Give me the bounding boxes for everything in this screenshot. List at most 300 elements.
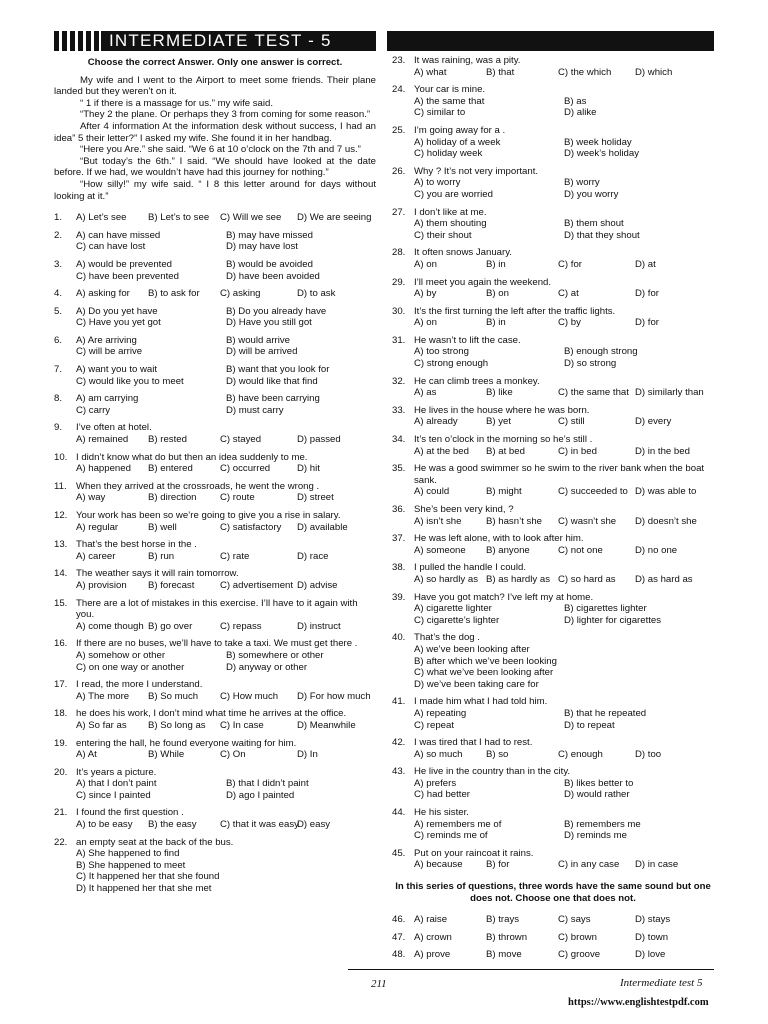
- question-stem: He was left alone, with to look after him.: [414, 533, 584, 545]
- answer-option[interactable]: C) asking: [220, 288, 261, 300]
- answer-option[interactable]: A) The more: [76, 690, 130, 702]
- answer-option[interactable]: A) want you to wait: [76, 364, 158, 376]
- question-stem: There are a lot of mistakes in this exercise. I’ll have to it again with you.: [76, 597, 358, 621]
- answer-option[interactable]: A) to be easy: [76, 819, 133, 831]
- question-number: 7.: [54, 364, 63, 376]
- answer-option[interactable]: C) brown: [558, 931, 597, 943]
- answer-option[interactable]: D) would rather: [564, 789, 630, 801]
- answer-option[interactable]: B) go over: [148, 620, 193, 632]
- answer-option[interactable]: D) ago I painted: [226, 789, 295, 801]
- answer-option[interactable]: D) passed: [297, 434, 341, 446]
- answer-option[interactable]: C) rate: [220, 550, 250, 562]
- answer-option[interactable]: C) groove: [558, 949, 601, 961]
- answer-option[interactable]: D) doesn’t she: [635, 515, 697, 527]
- answer-option[interactable]: A) so much: [414, 748, 463, 760]
- answer-option[interactable]: D) to repeat: [564, 719, 615, 731]
- answer-option[interactable]: B) at bed: [486, 445, 525, 457]
- question-item: [392, 632, 714, 690]
- answer-option[interactable]: B) thrown: [486, 931, 528, 943]
- answer-option[interactable]: C) Have you yet got: [76, 317, 161, 329]
- answer-option[interactable]: C) On: [220, 749, 246, 761]
- answer-option[interactable]: D) in the bed: [635, 445, 690, 457]
- question-stem: I found the first question .: [76, 807, 184, 819]
- question-stem: He wasn’t to lift the case.: [414, 334, 521, 346]
- answer-option[interactable]: A) She happened to find: [76, 848, 180, 860]
- answer-option[interactable]: C) what we’ve been looking after: [414, 667, 554, 679]
- question-item: [392, 562, 714, 585]
- answer-option[interactable]: C) holiday week: [414, 148, 483, 160]
- question-stem: I was tired that I had to rest.: [414, 737, 533, 749]
- question-item: [54, 481, 376, 504]
- answer-option[interactable]: D) so strong: [564, 358, 617, 370]
- answer-option[interactable]: B) yet: [486, 416, 512, 428]
- answer-option[interactable]: C) stayed: [220, 434, 262, 446]
- answer-option[interactable]: C) How much: [220, 690, 279, 702]
- answer-option[interactable]: D) too: [635, 748, 662, 760]
- answer-option[interactable]: D) advise: [297, 579, 338, 591]
- answer-option[interactable]: A) am carrying: [76, 393, 139, 405]
- answer-options: [76, 364, 376, 387]
- answer-option[interactable]: D) anyway or other: [226, 661, 308, 673]
- answer-option[interactable]: B) on: [486, 288, 509, 300]
- answer-option[interactable]: B) So much: [148, 690, 199, 702]
- answer-option[interactable]: D) have been avoided: [226, 270, 320, 282]
- answer-options: [76, 691, 376, 703]
- answer-options: [414, 949, 714, 961]
- answer-options: [414, 574, 714, 586]
- answer-option[interactable]: B) as hardly as: [486, 573, 550, 585]
- answer-option[interactable]: C) reminds me of: [414, 830, 488, 842]
- answer-option[interactable]: D) would like that find: [226, 375, 318, 387]
- answer-option[interactable]: C) at: [558, 288, 579, 300]
- question-stem: an empty seat at the back of the bus.: [76, 836, 234, 848]
- question-item: [392, 696, 714, 731]
- question-number: 45.: [392, 847, 406, 859]
- answer-option[interactable]: A) because: [414, 859, 463, 871]
- answer-option[interactable]: B) the easy: [148, 819, 197, 831]
- question-number: 26.: [392, 165, 406, 177]
- answer-option[interactable]: A) At: [76, 749, 97, 761]
- answer-option[interactable]: C) not one: [558, 544, 603, 556]
- question-item: [392, 277, 714, 300]
- answer-option[interactable]: B) rested: [148, 434, 187, 446]
- answer-option[interactable]: D) stays: [635, 914, 671, 926]
- answer-option[interactable]: A) can have missed: [76, 229, 161, 241]
- answer-option[interactable]: A) asking for: [76, 288, 130, 300]
- answer-option[interactable]: A) raise: [414, 914, 448, 926]
- answer-option[interactable]: A) on: [414, 317, 437, 329]
- answer-option[interactable]: B) entered: [148, 463, 193, 475]
- answer-option[interactable]: B) trays: [486, 914, 520, 926]
- answer-option[interactable]: D) easy: [297, 819, 331, 831]
- answer-option[interactable]: D) for: [635, 288, 659, 300]
- answer-option[interactable]: B) would be avoided: [226, 258, 313, 270]
- question-item: [392, 807, 714, 842]
- answer-options: [76, 848, 376, 894]
- answer-options: [414, 288, 714, 300]
- question-stem: It’s years a picture.: [76, 766, 157, 778]
- answer-option[interactable]: C) had better: [414, 789, 470, 801]
- answer-option[interactable]: D) town: [635, 931, 669, 943]
- answer-option[interactable]: D) we’ve been taking care for: [414, 678, 539, 690]
- question-item: [392, 533, 714, 556]
- answer-option[interactable]: D) alike: [564, 107, 597, 119]
- answer-option[interactable]: A) somehow or other: [76, 649, 166, 661]
- question-number: 2.: [54, 229, 63, 241]
- answer-option[interactable]: C) will be arrive: [76, 346, 143, 358]
- answer-options: [76, 580, 376, 592]
- question-number: 38.: [392, 562, 406, 574]
- answer-option[interactable]: B) week holiday: [564, 136, 632, 148]
- answer-option[interactable]: B) She happened to meet: [76, 859, 186, 871]
- answer-option[interactable]: A) isn’t she: [414, 515, 462, 527]
- answer-option[interactable]: B) to ask for: [148, 288, 200, 300]
- answer-option[interactable]: C) you are worried: [414, 188, 493, 200]
- answer-options: [414, 516, 714, 528]
- answer-option[interactable]: B) direction: [148, 492, 197, 504]
- question-item: [54, 230, 376, 253]
- answer-option[interactable]: D) In: [297, 749, 318, 761]
- answer-option[interactable]: D) was able to: [635, 486, 697, 498]
- answer-option[interactable]: D) We are seeing: [297, 212, 372, 224]
- answer-option[interactable]: A) already: [414, 416, 458, 428]
- answer-option[interactable]: B) somewhere or other: [226, 649, 324, 661]
- answer-options: [414, 67, 714, 79]
- answer-option[interactable]: B) want that you look for: [226, 364, 330, 376]
- question-item: [392, 125, 714, 160]
- answer-option[interactable]: A) come though: [76, 620, 144, 632]
- answer-option[interactable]: B) While: [148, 749, 185, 761]
- answer-option[interactable]: A) cigarette lighter: [414, 603, 492, 615]
- answer-options: [76, 288, 376, 300]
- answer-option[interactable]: A) the same that: [414, 95, 485, 107]
- question-number: 15.: [54, 597, 68, 609]
- answer-option[interactable]: B) have been carrying: [226, 393, 320, 405]
- answer-option[interactable]: B) run: [148, 550, 175, 562]
- answer-option[interactable]: A) Let’s see: [76, 212, 127, 224]
- passage-paragraph: My wife and I went to the Airport to meet some friends. Their plane landed but they weren’t on it.: [54, 74, 376, 98]
- answer-option[interactable]: C) would like you to meet: [76, 375, 184, 387]
- answer-options: [414, 932, 714, 944]
- answer-option[interactable]: A) career: [76, 550, 116, 562]
- footer-rule-right: [392, 969, 714, 970]
- instruction: Choose the correct Answer. Only one answer is correct.: [87, 57, 343, 68]
- answer-options: [414, 603, 714, 626]
- question-number: 16.: [54, 638, 68, 650]
- answer-option[interactable]: A) at the bed: [414, 445, 469, 457]
- answer-option[interactable]: C) repeat: [414, 719, 454, 731]
- answer-option[interactable]: A) so hardly as: [414, 573, 478, 585]
- answer-option[interactable]: C) the same that: [558, 387, 629, 399]
- answer-option[interactable]: D) as hard as: [635, 573, 693, 585]
- answer-option[interactable]: C) their shout: [414, 229, 472, 241]
- answer-option[interactable]: C) so hard as: [558, 573, 616, 585]
- answer-options: [414, 778, 714, 801]
- answer-option[interactable]: C) enough: [558, 748, 603, 760]
- answer-option[interactable]: A) holiday of a week: [414, 136, 501, 148]
- answer-option[interactable]: D) to ask: [297, 288, 336, 300]
- answer-option[interactable]: B) as: [564, 95, 587, 107]
- answer-option[interactable]: D) reminds me: [564, 830, 627, 842]
- answer-option[interactable]: A) on: [414, 258, 437, 270]
- answer-option[interactable]: C) since I painted: [76, 789, 151, 801]
- question-number: 36.: [392, 504, 406, 515]
- answer-option[interactable]: D) which: [635, 66, 673, 78]
- answer-option[interactable]: A) by: [414, 288, 437, 300]
- answer-option[interactable]: A) Are arriving: [76, 334, 137, 346]
- answer-option[interactable]: A) that I don’t paint: [76, 778, 157, 790]
- question-stem: It often snows January.: [414, 247, 512, 259]
- question-number: 47.: [392, 931, 406, 943]
- answer-option[interactable]: A) repeating: [414, 707, 467, 719]
- answer-options: [414, 387, 714, 399]
- right-column: [392, 55, 714, 967]
- footer-url: https://www.englishtestpdf.com: [568, 997, 709, 1008]
- question-item: [392, 405, 714, 428]
- answer-option[interactable]: C) in bed: [558, 445, 597, 457]
- answer-option[interactable]: B) Let’s to see: [148, 212, 210, 224]
- answer-option[interactable]: C) wasn’t she: [558, 515, 617, 527]
- question-number: 37.: [392, 533, 406, 545]
- answer-options: [414, 346, 714, 369]
- answer-option[interactable]: C) satisfactory: [220, 521, 282, 533]
- answer-option[interactable]: D) no one: [635, 544, 678, 556]
- answer-option[interactable]: B) may have missed: [226, 229, 313, 241]
- answer-option[interactable]: B) forecast: [148, 579, 195, 591]
- question-item: [392, 55, 714, 78]
- answer-option[interactable]: A) would be prevented: [76, 258, 172, 270]
- question-stem: I’ll meet you again the weekend.: [414, 276, 552, 288]
- answer-option[interactable]: D) in case: [635, 859, 679, 871]
- answer-option[interactable]: A) way: [76, 492, 106, 504]
- passage-paragraph: “How silly!” my wife said. “ I 8 this letter around for days without looking at it.”: [54, 178, 376, 202]
- question-number: 12.: [54, 510, 68, 521]
- answer-options: [76, 259, 376, 282]
- answer-option[interactable]: D) for: [635, 317, 659, 329]
- question-item: [392, 504, 714, 527]
- question-item: [392, 932, 714, 944]
- question-stem: He his sister.: [414, 807, 469, 819]
- answer-option[interactable]: C) It happened her that she found: [76, 871, 220, 883]
- answer-option[interactable]: D) must carry: [226, 404, 284, 416]
- answer-option[interactable]: D) For how much: [297, 690, 371, 702]
- answer-option[interactable]: A) we’ve been looking after: [414, 643, 530, 655]
- question-number: 3.: [54, 258, 63, 270]
- answer-option[interactable]: C) succeeded to: [558, 486, 628, 498]
- answer-option[interactable]: C) repass: [220, 620, 262, 632]
- answer-option[interactable]: A) them shouting: [414, 218, 487, 230]
- question-number: 19.: [54, 737, 68, 749]
- answer-option[interactable]: A) prove: [414, 949, 451, 961]
- answer-option[interactable]: D) available: [297, 521, 348, 533]
- header-bar-right: [387, 31, 714, 51]
- answer-options: [76, 778, 376, 801]
- answer-option[interactable]: B) that he repeated: [564, 707, 647, 719]
- answer-option[interactable]: C) says: [558, 914, 591, 926]
- answer-option[interactable]: C) cigarette’s lighter: [414, 614, 500, 626]
- answer-options: [76, 393, 376, 416]
- answer-option[interactable]: B) cigarettes lighter: [564, 603, 647, 615]
- answer-option[interactable]: A) could: [414, 486, 450, 498]
- question-number: 41.: [392, 696, 406, 708]
- answer-option[interactable]: B) well: [148, 521, 177, 533]
- answer-option[interactable]: B) move: [486, 949, 522, 961]
- answer-option[interactable]: C) can have lost: [76, 241, 146, 253]
- answer-options: [76, 212, 376, 224]
- question-number: 18.: [54, 708, 68, 720]
- question-item: [54, 568, 376, 591]
- answer-option[interactable]: B) anyone: [486, 544, 530, 556]
- answer-option[interactable]: B) remembers me: [564, 818, 641, 830]
- answer-option[interactable]: B) after which we’ve been looking: [414, 655, 557, 667]
- answer-option[interactable]: B) in: [486, 317, 506, 329]
- answer-option[interactable]: B) for: [486, 859, 510, 871]
- answer-options: [414, 545, 714, 557]
- question-number: 11.: [54, 480, 67, 492]
- answer-option[interactable]: D) street: [297, 492, 334, 504]
- answer-option[interactable]: C) advertisement: [220, 579, 294, 591]
- answer-option[interactable]: A) provision: [76, 579, 127, 591]
- question-item: [54, 422, 376, 445]
- answer-option[interactable]: A) remembers me of: [414, 818, 502, 830]
- answer-options: [76, 492, 376, 504]
- question-number: 40.: [392, 632, 406, 644]
- question-item: [392, 84, 714, 119]
- answer-option[interactable]: B) might: [486, 486, 522, 498]
- answer-option[interactable]: D) hit: [297, 463, 320, 475]
- left-column: [54, 55, 376, 901]
- answer-options: [76, 434, 376, 446]
- question-number: 29.: [392, 276, 406, 288]
- answer-option[interactable]: C) on one way or another: [76, 661, 185, 673]
- question-item: [392, 306, 714, 329]
- answer-option[interactable]: C) for: [558, 258, 582, 270]
- question-number: 44.: [392, 807, 406, 819]
- answer-option[interactable]: C) by: [558, 317, 581, 329]
- answer-option[interactable]: C) route: [220, 492, 255, 504]
- answer-option[interactable]: D) that they shout: [564, 229, 640, 241]
- question-stem: I don’t like at me.: [414, 206, 487, 218]
- answer-option[interactable]: B) so: [486, 748, 509, 760]
- question-stem: Why ? It’s not very important.: [414, 165, 539, 177]
- answer-option[interactable]: C) occurred: [220, 463, 271, 475]
- question-stem: Your work has been so we’re going to give you a rise in salary.: [76, 510, 341, 521]
- answer-option[interactable]: D) every: [635, 416, 672, 428]
- answer-option[interactable]: B) So long as: [148, 719, 206, 731]
- answer-option[interactable]: D) will be arrived: [226, 346, 298, 358]
- answer-option[interactable]: B) them shout: [564, 218, 624, 230]
- question-number: 43.: [392, 766, 406, 778]
- answer-option[interactable]: B) likes better to: [564, 777, 634, 789]
- passage-paragraph: “But today’s the 6th.” I said. “We should have looked at the date before. If we had, we wouldn’t have had this journey for nothing.”: [54, 155, 376, 179]
- answer-option[interactable]: C) in any case: [558, 859, 620, 871]
- answer-option[interactable]: B) hasn’t she: [486, 515, 542, 527]
- answer-option[interactable]: C) carry: [76, 404, 111, 416]
- answer-option[interactable]: A) Do you yet have: [76, 305, 158, 317]
- answer-option[interactable]: A) remained: [76, 434, 129, 446]
- answer-option[interactable]: D) similarly than: [635, 387, 704, 399]
- answer-options: [414, 486, 714, 498]
- question-list-right: [392, 55, 714, 871]
- answer-option[interactable]: D) race: [297, 550, 329, 562]
- question-item: [54, 807, 376, 830]
- answer-option[interactable]: D) Have you still got: [226, 317, 312, 329]
- answer-option[interactable]: D) may have lost: [226, 241, 298, 253]
- question-number: 39.: [392, 591, 406, 603]
- question-list-left: [54, 212, 376, 895]
- answer-option[interactable]: B) like: [486, 387, 513, 399]
- answer-option[interactable]: D) It happened her that she met: [76, 883, 212, 895]
- question-item: [54, 393, 376, 416]
- answer-options: [76, 621, 376, 633]
- answer-option[interactable]: D) instruct: [297, 620, 341, 632]
- answer-option[interactable]: A) to worry: [414, 177, 461, 189]
- answer-option[interactable]: C) have been prevented: [76, 270, 179, 282]
- answer-option[interactable]: B) worry: [564, 177, 600, 189]
- answer-options: [76, 819, 376, 831]
- answer-option[interactable]: A) too strong: [414, 346, 469, 358]
- question-stem: That’s the best horse in the .: [76, 539, 197, 551]
- answer-option[interactable]: A) regular: [76, 521, 119, 533]
- answer-option[interactable]: C) that it was easy: [220, 819, 299, 831]
- answer-option[interactable]: D) Meanwhile: [297, 719, 356, 731]
- question-stem: He lives in the house where he was born.: [414, 404, 590, 416]
- answer-options: [414, 749, 714, 761]
- answer-option[interactable]: A) as: [414, 387, 437, 399]
- answer-option[interactable]: D) love: [635, 949, 666, 961]
- answer-option[interactable]: B) would arrive: [226, 334, 290, 346]
- answer-option[interactable]: C) similar to: [414, 107, 466, 119]
- question-number: 8.: [54, 393, 63, 405]
- question-item: [54, 259, 376, 282]
- question-number: 31.: [392, 334, 406, 346]
- answer-option[interactable]: A) happened: [76, 463, 131, 475]
- question-number: 28.: [392, 247, 406, 259]
- answer-option[interactable]: D) lighter for cigarettes: [564, 614, 662, 626]
- answer-option[interactable]: C) still: [558, 416, 585, 428]
- answer-options: [414, 708, 714, 731]
- answer-option[interactable]: A) someone: [414, 544, 466, 556]
- question-stem: Have you got match? I’ve left my at home.: [414, 591, 594, 603]
- answer-option[interactable]: B) Do you already have: [226, 305, 327, 317]
- answer-option[interactable]: B) enough strong: [564, 346, 638, 358]
- answer-option[interactable]: C) strong enough: [414, 358, 489, 370]
- answer-option[interactable]: C) In case: [220, 719, 264, 731]
- answer-option[interactable]: B) that I didn’t paint: [226, 778, 309, 790]
- answer-option[interactable]: D) week’s holiday: [564, 148, 640, 160]
- question-number: 24.: [392, 84, 406, 96]
- answer-option[interactable]: B) in: [486, 258, 506, 270]
- question-stem: Put on your raincoat it rains.: [414, 847, 534, 859]
- question-item: [54, 598, 376, 633]
- answer-option[interactable]: A) what: [414, 66, 447, 78]
- answer-option[interactable]: A) crown: [414, 931, 452, 943]
- answer-option[interactable]: A) So far as: [76, 719, 127, 731]
- answer-option[interactable]: B) that: [486, 66, 515, 78]
- answer-option[interactable]: D) at: [635, 258, 656, 270]
- question-item: [54, 767, 376, 802]
- answer-option[interactable]: C) the which: [558, 66, 612, 78]
- question-stem: he does his work, I don’t mind what time he arrives at the office.: [76, 708, 347, 720]
- section-instruction: In this series of questions, three words have the same sound but one does not. Choose one that does not.: [395, 881, 711, 904]
- answer-options: [414, 446, 714, 458]
- answer-option[interactable]: D) you worry: [564, 188, 619, 200]
- answer-option[interactable]: C) Will we see: [220, 212, 282, 224]
- question-stem: I made him what I had told him.: [414, 696, 548, 708]
- answer-options: [414, 96, 714, 119]
- question-list-sound: [392, 914, 714, 961]
- answer-option[interactable]: A) prefers: [414, 777, 457, 789]
